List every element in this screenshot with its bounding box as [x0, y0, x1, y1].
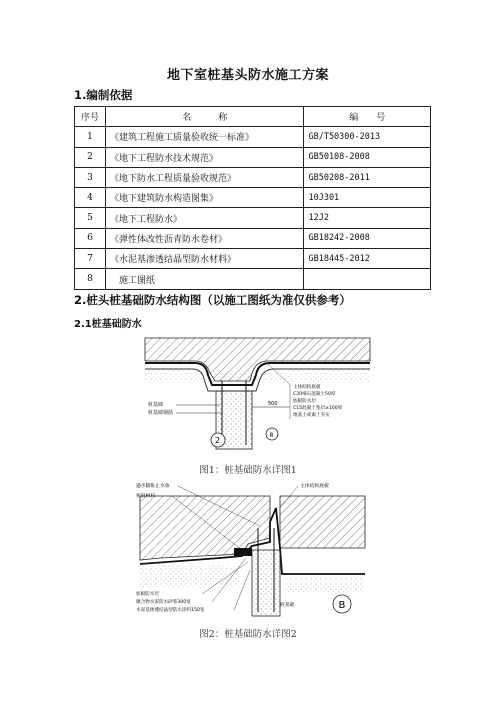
row-no: 2 — [75, 147, 106, 167]
label-coating: 水泥基渗透结晶型防水涂料150宽 — [136, 608, 205, 613]
figure2-caption: 图2：桩基础防水详图2 — [199, 629, 297, 640]
table-row — [75, 147, 431, 167]
label-waterproof: 底板防水层 — [293, 399, 316, 404]
pile-waterproof-detail-2 — [130, 478, 370, 620]
table-row — [75, 188, 431, 208]
label-rebar: 桩基础钢筋 — [148, 410, 174, 416]
row-no: 6 — [75, 228, 106, 248]
label-dimension: 500 — [268, 401, 278, 407]
table-row — [75, 208, 431, 228]
row-no: 8 — [75, 269, 106, 289]
header-code: 编 号 — [304, 107, 431, 127]
table-row — [75, 228, 431, 248]
label-waterproof: 底板防水层 — [136, 592, 159, 597]
concrete-cushion — [140, 566, 240, 588]
row-name: 施工图纸 — [105, 269, 304, 289]
row-name: 《地下工程防水技术规范》 — [105, 147, 304, 167]
row-code: GB18445-2012 — [304, 249, 431, 269]
label-pile: 桩基础 — [280, 603, 295, 608]
table-row — [75, 167, 431, 187]
row-code: 12J2 — [304, 208, 431, 228]
concrete-cushion — [145, 371, 370, 383]
row-code: GB/T50300-2013 — [304, 127, 431, 147]
row-name: 《地下工程防水》 — [105, 208, 304, 228]
row-name: 《地下防水工程质量验收规范》 — [105, 167, 304, 187]
row-no: 3 — [75, 167, 106, 187]
pile-waterproof-detail-1 — [140, 333, 380, 455]
row-no: 4 — [75, 188, 106, 208]
section-heading-structure: 2.桩头桩基础防水结构图（以施工图纸为准仅供参考） — [74, 293, 351, 307]
header-no: 序号 — [75, 107, 106, 127]
row-no: 5 — [75, 208, 106, 228]
label-sealant: 密封材料 — [136, 494, 156, 499]
row-code: GB18242-2008 — [304, 228, 431, 248]
label-soil: 地基土或素土夯实 — [293, 413, 330, 418]
detail-number: 2 — [215, 436, 221, 445]
label-cushion: C15混凝土垫层≥100厚 — [293, 406, 343, 411]
table-header-row — [75, 107, 431, 127]
row-name: 《地下建筑防水构造图集》 — [105, 188, 304, 208]
structural-slab — [280, 496, 365, 548]
label-pile: 桩基础 — [148, 402, 164, 408]
table-row — [75, 249, 431, 269]
label-slab: 主体结构底板 — [300, 484, 329, 489]
row-no: 7 — [75, 249, 106, 269]
section-number: 8 — [269, 432, 274, 439]
row-name: 《弹性体改性沥青防水卷材》 — [105, 228, 304, 248]
header-name: 名 称 — [105, 107, 304, 127]
row-no: 1 — [75, 127, 106, 147]
row-code: 10J301 — [304, 188, 431, 208]
label-swelling-strip: 遇水膨胀止水条 — [136, 484, 170, 489]
pile — [252, 550, 280, 616]
figure1-caption: 图1：桩基础防水详图1 — [199, 465, 297, 476]
document-title: 地下室桩基头防水施工方案 — [166, 68, 329, 83]
row-name: 《建筑工程施工质量验收统一标准》 — [105, 127, 304, 147]
reference-table — [74, 106, 431, 290]
subsection-heading-pile: 2.1桩基础防水 — [74, 319, 142, 330]
row-code — [304, 269, 431, 289]
label-slab: 主体结构底板 — [293, 385, 321, 390]
swelling-strip — [234, 548, 252, 556]
label-fine-concrete: C20细石混凝土50厚 — [293, 392, 336, 397]
row-name: 《水泥基渗透结晶型防水材料》 — [105, 249, 304, 269]
section-letter: B — [338, 600, 346, 611]
table-row — [75, 127, 431, 147]
table-row — [75, 269, 431, 289]
row-code: GB50108-2008 — [304, 147, 431, 167]
section-heading-basis: 1.编制依据 — [74, 88, 133, 102]
concrete-cushion — [285, 578, 365, 592]
label-mortar: 聚合物水泥防水砂浆300宽 — [136, 600, 191, 605]
row-code: GB50208-2011 — [304, 167, 431, 187]
